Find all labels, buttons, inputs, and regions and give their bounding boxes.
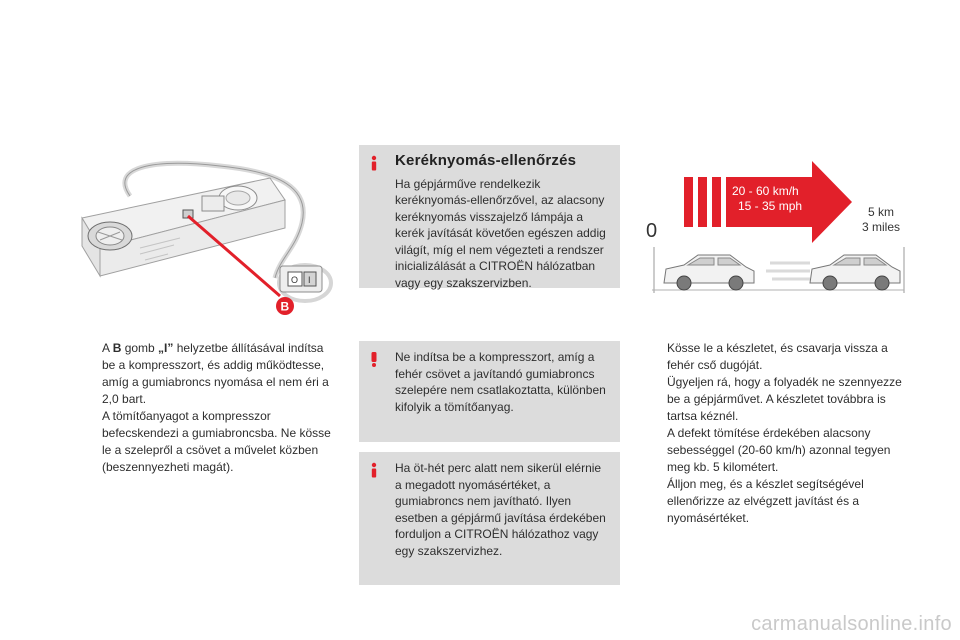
- distance-km-label: 5 km: [868, 205, 895, 219]
- step-start-compressor: [77, 340, 335, 476]
- step-text: Álljon meg, és a készlet segítségével ellenőrizze az elvégzett javítást és a nyomásértéket.: [667, 477, 864, 525]
- switch-o-label: O: [291, 275, 299, 285]
- car-start-image: [664, 255, 754, 290]
- right-column: [642, 340, 904, 527]
- compressor-illustration: [70, 148, 335, 326]
- distance-miles-label: 3 miles: [862, 220, 901, 234]
- warning-box: [359, 341, 620, 442]
- left-column: [77, 340, 335, 476]
- step-note: A tömítőanyagot a kompresszor befecskendezi a gumiabroncsba. Ne kösse le a szelepről a csövet a művelet közben (beszennyezheti magát).: [102, 409, 331, 474]
- tyre-pressure-box: [359, 145, 620, 288]
- step-text: Kösse le a készletet, és csavarja vissza a fehér cső dugóját.: [667, 341, 888, 372]
- warning-icon: [367, 351, 381, 367]
- speed-stripe: [712, 177, 721, 227]
- step-text: A defekt tömítése érdekében alacsony sebességgel (20-60 km/h) azonnal tegyen meg kb. 5 kilométert.: [667, 426, 891, 474]
- tyre-pressure-title: Keréknyomás-ellenőrzés: [395, 152, 577, 169]
- step-check-repair: [642, 476, 904, 527]
- button-b-ref: B: [112, 341, 122, 355]
- speed-mph-label: 15 - 35 mph: [738, 199, 803, 213]
- switch-i-label: I: [308, 275, 311, 285]
- start-label: 0: [646, 220, 658, 242]
- marker-b-label: B: [280, 299, 290, 314]
- tyre-pressure-text: Ha gépjárműve rendelkezik keréknyomás-ellenőrzővel, az alacsony keréknyomás visszajelző lámpája a kerék javítását követően egészen addig világít, míg el nem végezteti a rendszer inicializálását a CITROËN hálózatban vagy egy szakszervizben.: [395, 176, 606, 290]
- step-text: A B gomb „I” helyzetbe állításával indítsa be a kompresszort, és addig működtesse, amíg a gumiabroncs nyomása el nem éri a 2,0 bart.: [102, 341, 329, 406]
- warning-text: Ne indítsa be a kompresszort, amíg a fehér csövet a javítandó gumiabroncs szelepére nem csatlakoztatta, különben kifolyik a tömítőanyag.: [395, 350, 606, 414]
- step-disconnect-kit: [642, 340, 904, 425]
- watermark: carmanualsonline.info: [751, 613, 952, 635]
- info-icon: [367, 155, 381, 171]
- speed-stripe: [698, 177, 707, 227]
- car-moving-image: [810, 255, 900, 290]
- info-icon: [367, 462, 381, 478]
- repair-failed-text: Ha öt-hét perc alatt nem sikerül elérnie a megadott nyomásértéket, a gumiabroncs nem javítható. Ilyen esetben a gépjármű javítása érdekében forduljon a CITROËN hálózathoz vagy egy szakszervizhez.: [395, 461, 606, 558]
- step-drive: [642, 425, 904, 476]
- step-note: Ügyeljen rá, hogy a folyadék ne szennyezze be a gépjárművet. A készletet továbbra is tartsa kéznél.: [667, 375, 902, 423]
- repair-failed-box: [359, 452, 620, 585]
- position-i-ref: „I”: [158, 341, 174, 355]
- speed-diagram: [642, 155, 912, 300]
- speed-kmh-label: 20 - 60 km/h: [732, 184, 799, 198]
- speed-stripe: [684, 177, 693, 227]
